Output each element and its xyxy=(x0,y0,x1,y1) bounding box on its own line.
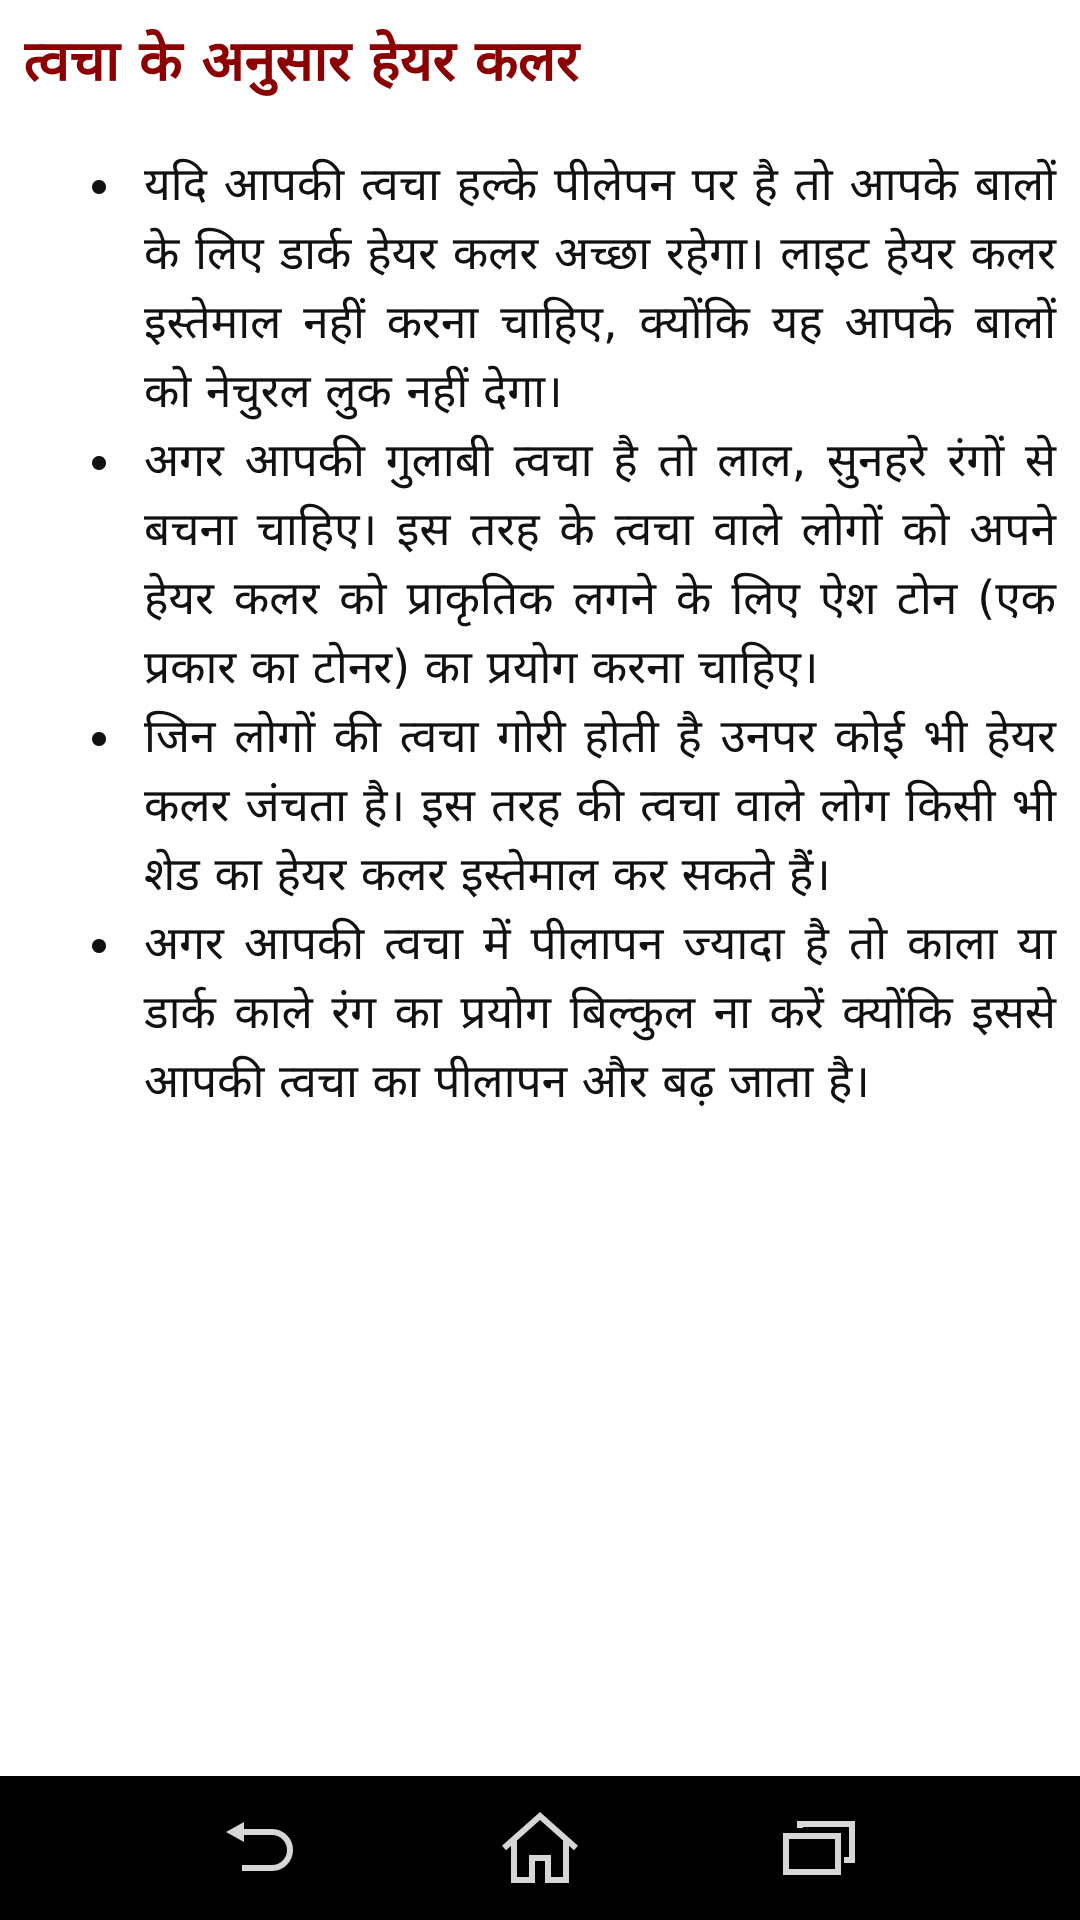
home-icon xyxy=(498,1810,582,1886)
recent-apps-icon xyxy=(780,1818,860,1878)
list-item xyxy=(0,150,1080,426)
bullet-icon xyxy=(92,732,106,746)
home-button[interactable] xyxy=(480,1793,600,1903)
page-title: त्वचा के अनुसार हेयर कलर xyxy=(24,29,580,94)
list-item xyxy=(0,426,1080,702)
navigation-bar xyxy=(0,1776,1080,1920)
back-button[interactable] xyxy=(200,1793,320,1903)
recent-apps-button[interactable] xyxy=(760,1793,880,1903)
back-arrow-icon xyxy=(220,1818,300,1878)
tip-text: जिन लोगों की त्वचा गोरी होती है उनपर कोई भी हेयर कलर जंचता है। इस तरह की त्वचा वाले लोग किसी भी शेड का हेयर कलर इस्तेमाल कर सकते हैं। xyxy=(144,709,1056,901)
bullet-icon xyxy=(92,180,106,194)
bullet-icon xyxy=(92,939,106,953)
tip-list xyxy=(0,150,1080,1116)
tip-text: अगर आपकी गुलाबी त्वचा है तो लाल, सुनहरे रंगों से बचना चाहिए। इस तरह के त्वचा वाले लोगों को अपने हेयर कलर को प्राकृतिक लगने के लिए ऐश टोन (एक प्रकार का टोनर) का प्रयोग करना चाहिए। xyxy=(144,433,1056,694)
tip-text: यदि आपकी त्वचा हल्के पीलेपन पर है तो आपके बालों के लिए डार्क हेयर कलर अच्छा रहेगा। लाइट हेयर कलर इस्तेमाल नहीं करना चाहिए, क्योंकि यह आपके बालों को नेचुरल लुक नहीं देगा। xyxy=(144,157,1056,418)
bullet-icon xyxy=(92,456,106,470)
tip-text: अगर आपकी त्वचा में पीलापन ज्यादा है तो काला या डार्क काले रंग का प्रयोग बिल्कुल ना करें क्योंकि इससे आपकी त्वचा का पीलापन और बढ़ जाता है। xyxy=(144,916,1056,1108)
list-item xyxy=(0,909,1080,1116)
list-item xyxy=(0,702,1080,909)
